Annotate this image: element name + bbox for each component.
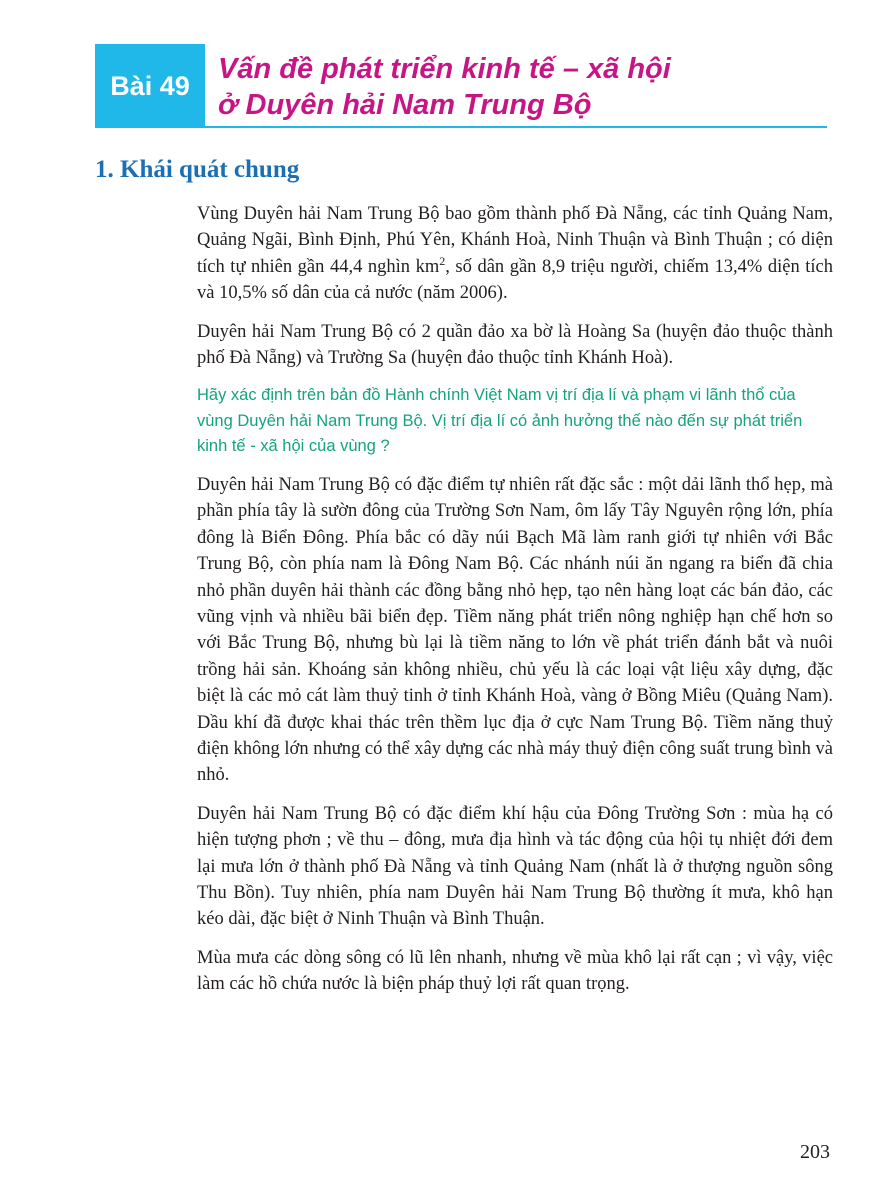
lesson-title-line-2: ở Duyên hải Nam Trung Bộ bbox=[218, 89, 592, 121]
lesson-badge: Bài 49 bbox=[95, 44, 205, 128]
section-heading: 1. Khái quát chung bbox=[95, 156, 300, 183]
lesson-title bbox=[218, 51, 858, 123]
page-number: 203 bbox=[800, 1141, 830, 1163]
paragraph-islands: Duyên hải Nam Trung Bộ có 2 quần đảo xa bờ là Hoàng Sa (huyện đảo thuộc thành phố Đà Nẵng) và Trường Sa (huyện đảo thuộc tỉnh Khánh Hoà). bbox=[197, 321, 833, 369]
lesson-title-line-1: Vấn đề phát triển kinh tế – xã hội bbox=[218, 53, 671, 85]
title-divider bbox=[205, 126, 827, 128]
body-text bbox=[197, 201, 833, 1010]
paragraph-climate: Duyên hải Nam Trung Bộ có đặc điểm khí hậu của Đông Trường Sơn : mùa hạ có hiện tượng phơn ; về thu – đông, mưa địa hình và tác động của hội tụ nhiệt đới đem lại mưa lớn ở thành phố Đà Nẵng và tỉnh Quảng Nam (nhất là ở thượng nguồn sông Thu Bồn). Tuy nhiên, phía nam Duyên hải Nam Trung Bộ thường ít mưa, khô hạn kéo dài, đặc biệt ở Ninh Thuận và Bình Thuận. bbox=[197, 803, 833, 930]
paragraph-overview bbox=[197, 201, 833, 307]
paragraph-overview-text: Vùng Duyên hải Nam Trung Bộ bao gồm thành phố Đà Nẵng, các tỉnh Quảng Nam, Quảng Ngãi, Bình Định, Phú Yên, Khánh Hoà, Ninh Thuận và Bình Thuận ; có diện tích tự nhiên gần 44,4 nghìn km bbox=[197, 204, 833, 277]
paragraph-rivers: Mùa mưa các dòng sông có lũ lên nhanh, nhưng về mùa khô lại rất cạn ; vì vậy, việc làm các hồ chứa nước là biện pháp thuỷ lợi rất quan trọng. bbox=[197, 947, 833, 995]
superscript: 2 bbox=[439, 253, 446, 268]
question-prompt: Hãy xác định trên bản đồ Hành chính Việt Nam vị trí địa lí và phạm vi lãnh thổ của vùng Duyên hải Nam Trung Bộ. Vị trí địa lí có ảnh hưởng thế nào đến sự phát triển kinh tế - xã hội của vùng ? bbox=[197, 386, 803, 456]
paragraph-natural-features: Duyên hải Nam Trung Bộ có đặc điểm tự nhiên rất đặc sắc : một dải lãnh thổ hẹp, mà phần phía tây là sườn đông của Trường Sơn Nam, ôm lấy Tây Nguyên rộng lớn, phía đông là Biển Đông. Phía bắc có dãy núi Bạch Mã làm ranh giới tự nhiên với Bắc Trung Bộ, còn phía nam là Đông Nam Bộ. Các nhánh núi ăn ngang ra biển đã chia nhỏ phần duyên hải thành các đồng bằng nhỏ hẹp, tạo nên hàng loạt các bán đảo, các vũng vịnh và nhiều bãi biển đẹp. Tiềm năng phát triển nông nghiệp hạn chế hơn so với Bắc Trung Bộ, nhưng bù lại là tiềm năng to lớn về phát triển đánh bắt và nuôi trồng hải sản. Khoáng sản không nhiều, chủ yếu là các loại vật liệu xây dựng, đặc biệt là các mỏ cát làm thuỷ tinh ở tỉnh Khánh Hoà, vàng ở Bồng Miêu (Quảng Nam). Dầu khí đã được khai thác trên thềm lục địa ở cực Nam Trung Bộ. Tiềm năng thuỷ điện không lớn nhưng có thể xây dựng các nhà máy thuỷ điện công suất trung bình và nhỏ. bbox=[197, 474, 833, 786]
paragraph-overview-text-cont: , số dân gần 8,9 triệu người, chiếm 13,4% diện tích và 10,5% số dân của cả nước (năm 2006). bbox=[197, 256, 834, 304]
